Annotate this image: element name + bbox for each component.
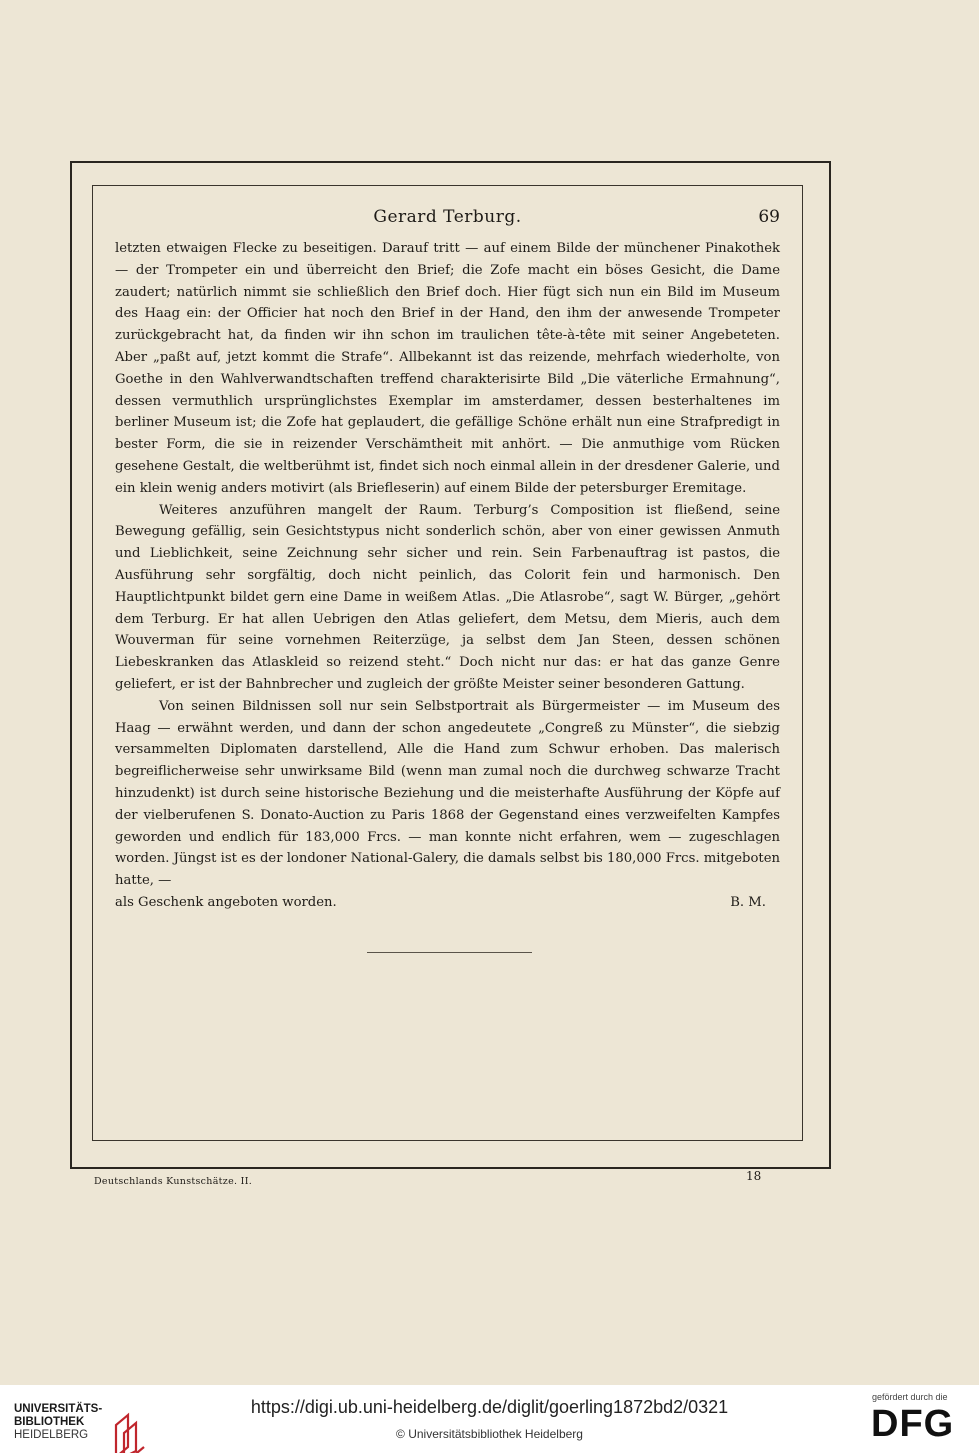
closing-line: [115, 892, 780, 914]
paragraph: Weiteres anzuführen mangelt der Raum. Terburg’s Composition ist fließend, seine Bewegung gefällig, sein Gesichtstypus nicht sonderlich schön, aber von einer gewissen Anmuth und Lieblichkeit, seine Zeichnung sehr sicher und rein. Sein Farbenauftrag ist pastos, die Ausführung sehr sorgfältig, doch nicht peinlich, das Colorit fein und harmonisch. Den Hauptlichtpunkt bildet gern eine Dame in weißem Atlas. „Die Atlasrobe“, sagt W. Bürger, „gehört dem Terburg. Er hat allen Uebrigen den Atlas geliefert, dem Metsu, dem Mieris, auch dem Wouverman für seine vornehmen Reiterzüge, ja selbst dem Jan Steen, dessen schönen Liebeskranken das Atlaskleid so reizend steht.“ Doch nicht nur das: er hat das ganze Genre geliefert, er ist der Bahnbrecher und zugleich der größte Meister seiner besonderen Gattung.: [115, 502, 780, 692]
running-title: Gerard Terburg.: [373, 207, 522, 227]
section-divider: [367, 952, 532, 953]
signature-mark: 18: [746, 1169, 762, 1183]
dfg-logo-icon[interactable]: DFG: [871, 1403, 955, 1445]
library-name-line: BIBLIOTHEK: [14, 1416, 85, 1428]
funding-caption: gefördert durch die: [872, 1392, 948, 1402]
series-footer: Deutschlands Kunstschätze. II.: [94, 1176, 253, 1187]
copyright-notice: © Universitätsbibliothek Heidelberg: [396, 1427, 583, 1441]
page-number: 69: [758, 207, 780, 227]
paragraph: letzten etwaigen Flecke zu beseitigen. Darauf tritt — auf einem Bilde der münchener Pinakothek — der Trompeter ein und überreicht den Brief; die Zofe macht ein böses Gesicht, die Dame zaudert; natürlich nimmt sie schließlich den Brief doch. Hier fügt sich nun ein Bild im Museum des Haag ein: der Officier hat noch den Brief in der Hand, den ihm der anwesende Trompeter zurückgebracht hat, da finden wir ihn schon im traulichen tête-à-tête mit seiner Angebeteten. Aber „paßt auf, jetzt kommt die Strafe“. Allbekannt ist das reizende, mehrfach wiederholte, von Goethe in den Wahlverwandtschaften treffend charakterisirte Bild „Die väterliche Ermahnung“, dessen vermuthlich ursprünglichstes Exemplar im amsterdamer, dessen besterhaltenes im berliner Museum ist; die Zofe hat geplaudert, die gefällige Schöne erhält nun eine Strafpredigt in bester Form, die sie in reizender Verschämtheit mit anhört. — Die anmuthige vom Rücken gesehene Gestalt, die weltberühmt ist, findet sich noch einmal allein in der dresdener Galerie, und ein klein wenig anders motivirt (als Briefleserin) auf einem Bilde der petersburger Eremitage.: [115, 241, 780, 496]
library-name-line: HEIDELBERG: [14, 1429, 89, 1441]
page-header: [115, 205, 780, 233]
closing-text: als Geschenk angeboten worden.: [115, 894, 337, 910]
permalink-url[interactable]: https://digi.ub.uni-heidelberg.de/diglit/goerling1872bd2/0321: [250, 1397, 729, 1417]
library-name-line: UNIVERSITÄTS-: [14, 1403, 103, 1415]
article-body: [115, 238, 780, 914]
paragraph: Von seinen Bildnissen soll nur sein Selbstportrait als Bürgermeister — im Museum des Haag — erwähnt werden, und dann der schon angedeutete „Congreß zu Münster“, die siebzig versammelten Diplomaten darstellend, Alle die Hand zum Schwur erhoben. Das malerisch begreiflicherweise sehr unwirksame Bild (wenn man zumal noch die durchweg schwarze Tracht hinzudenkt) ist durch seine historische Beziehung und die meisterhafte Ausführung der Köpfe auf der vielberufenen S. Donato-Auction zu Paris 1868 der Gegenstand eines verzweifelten Kampfes geworden und endlich für 183,000 Frcs. — man konnte nicht erfahren, wem — zugeschlagen worden. Jüngst ist es der londoner National-Galery, die damals selbst bis 180,000 Frcs. mitgeboten hatte, —: [115, 698, 780, 889]
author-signature: B. M.: [730, 894, 766, 910]
viewer-footer: [0, 1385, 979, 1453]
